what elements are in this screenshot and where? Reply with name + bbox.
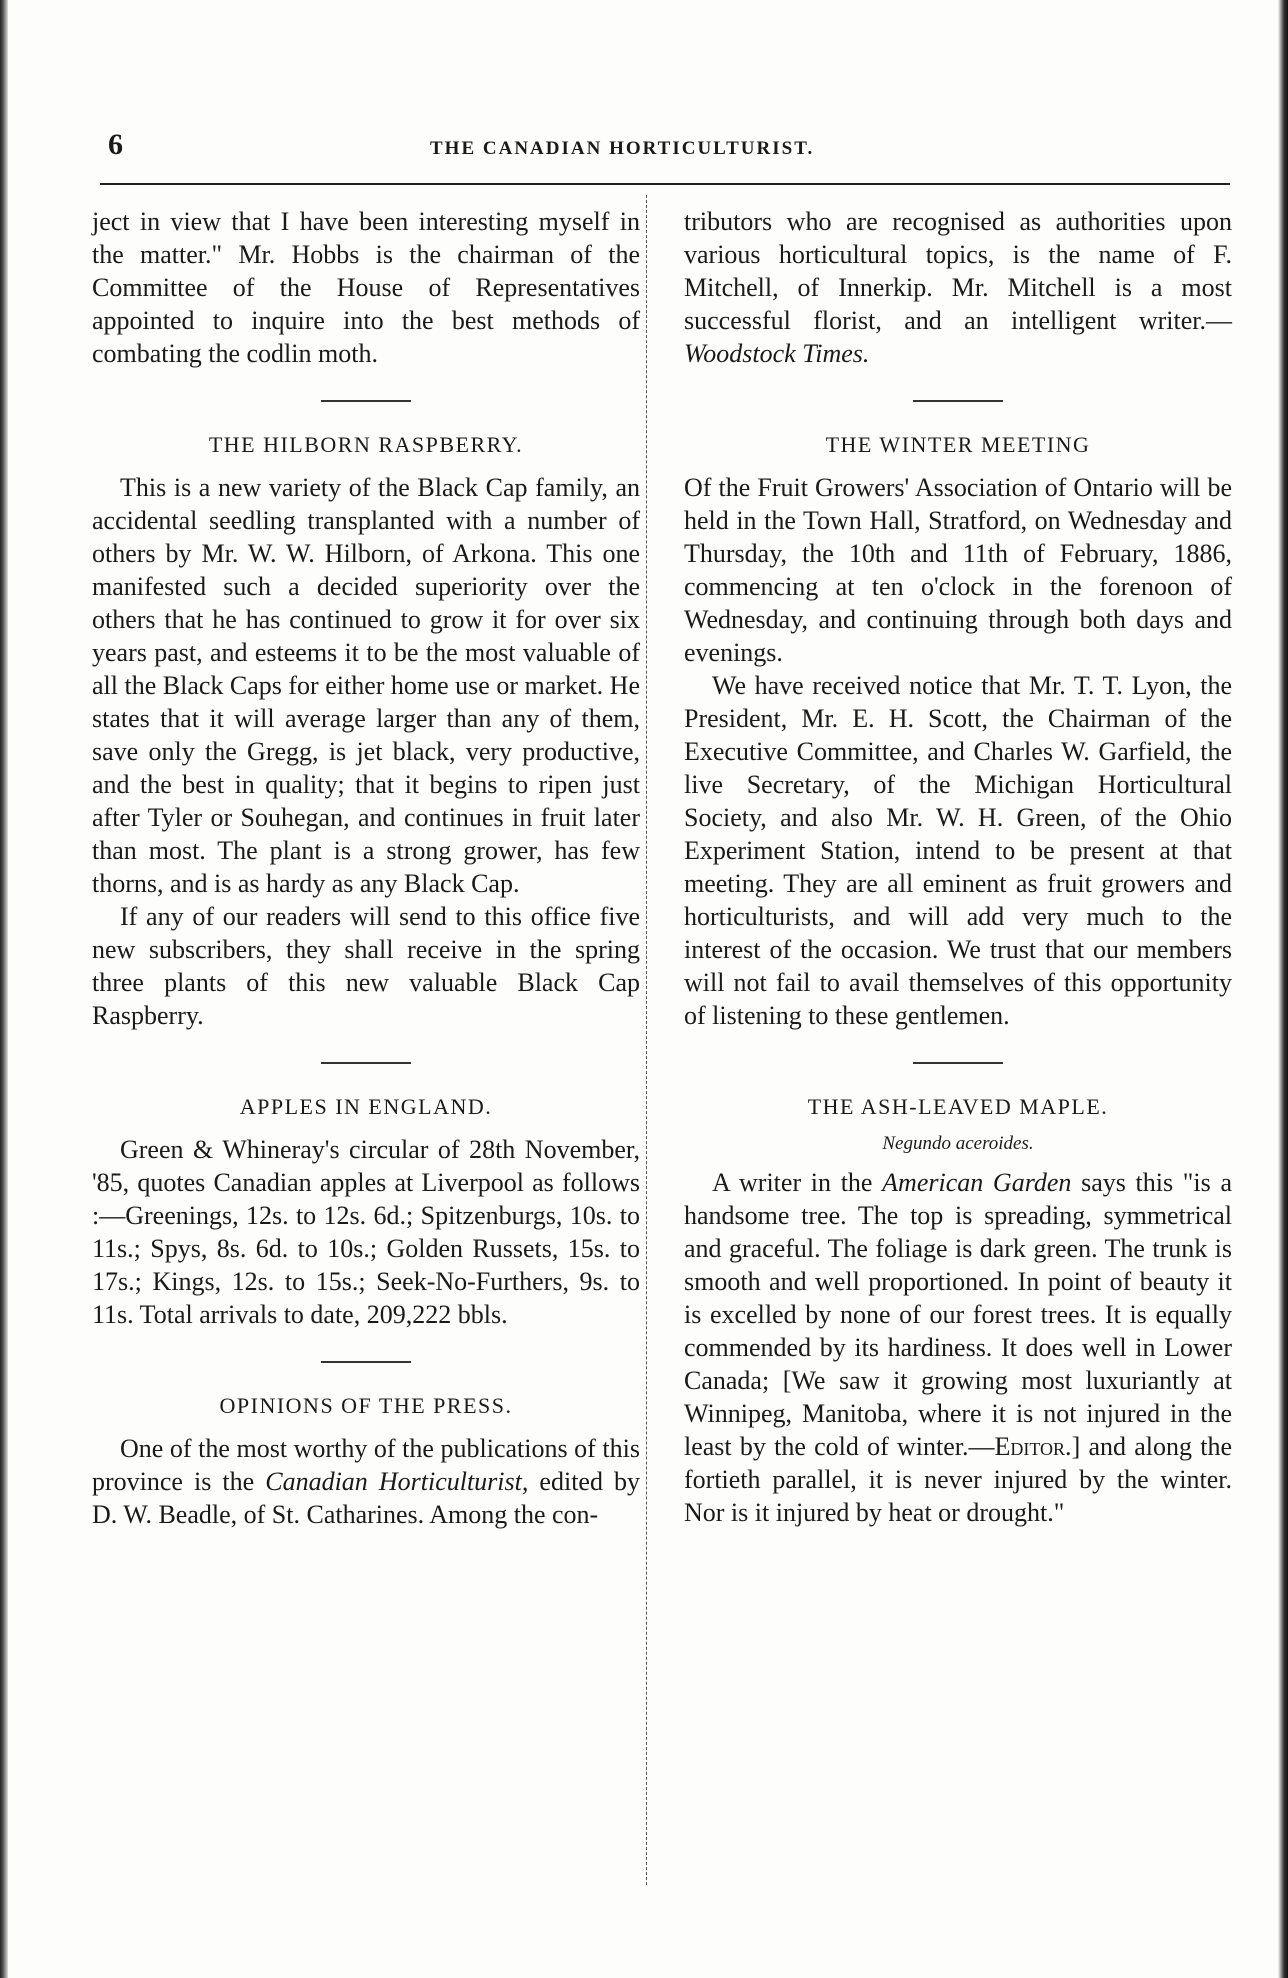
left-column: [92, 205, 640, 1531]
paragraph-text: says this "is a handsome tree. The top is spreading, symmetrical and graceful. The foliage is dark green. The trunk is smooth and well proportioned. In point of beauty it is excelled by none of our forest trees. It is equally commended by its hardiness. It does well in Lower Canada; [We saw it growing most luxuriantly at Winnipeg, Manitoba, where it is not injured in the least by the cold of winter.—: [684, 1168, 1232, 1461]
continued-paragraph: ject in view that I have been interesting myself in the matter." Mr. Hobbs is the chairman of the Committee of the House of Representatives appointed to inquire into the best methods of combating the codlin moth.: [92, 207, 640, 368]
article-paragraph: Green & Whineray's circular of 28th November, '85, quotes Canadian apples at Liverpool as follows :—Greenings, 12s. to 12s. 6d.; Spitzenburgs, 10s. to 11s.; Spys, 8s. 6d. to 10s.; Golden Russets, 15s. to 17s.; Kings, 12s. to 15s.; Seek-No-Furthers, 9s. to 11s. Total arrivals to date, 209,222 bbls.: [92, 1135, 640, 1329]
section-rule: [321, 1361, 411, 1363]
column-divider: [646, 195, 647, 1885]
header-rule: [100, 183, 1230, 185]
section-heading-opinions-of-the-press: OPINIONS OF THE PRESS.: [219, 1393, 513, 1418]
page-edge-shadow: [1278, 0, 1288, 1978]
publication-title: American Garden: [882, 1168, 1072, 1197]
section-heading-apples-in-england: APPLES IN ENGLAND.: [239, 1094, 493, 1119]
paragraph-text: edited by D. W. Beadle, of St. Catharines. Among the con-: [92, 1467, 641, 1529]
paragraph-text: A writer in the: [712, 1168, 883, 1197]
right-column: [684, 205, 1232, 1529]
section-rule: [321, 400, 411, 402]
continued-paragraph: [684, 205, 1232, 370]
article-paragraph: [92, 1432, 640, 1531]
section-rule: [913, 400, 1003, 402]
page-number: 6: [108, 128, 123, 161]
paragraph-text: tributors who are recognised as authorities upon various horticultural topics, is the name of F. Mitchell, of Innerkip. Mr. Mitchell is a most successful florist, and an intelligent writer.—: [684, 207, 1232, 335]
editor-note-signature: Editor.: [994, 1432, 1072, 1461]
article-paragraph: We have received notice that Mr. T. T. Lyon, the President, Mr. E. H. Scott, the Chairman of the Executive Committee, and Charles W. Garfield, the live Secretary, of the Michigan Horticultural Society, and also Mr. W. H. Green, of the Ohio Experiment Station, intend to be present at that meeting. They are all eminent as fruit growers and horticulturists, and will add very much to the interest of the occasion. We trust that our members will not fail to avail themselves of this opportunity of listening to these gentlemen.: [684, 671, 1232, 1030]
section-rule: [913, 1062, 1003, 1064]
paragraph-text: ] and along the fortieth parallel, it is never injured by the winter. Nor is it injured by heat or drought.": [684, 1432, 1232, 1527]
article-paragraph: [684, 1166, 1232, 1529]
section-heading-hilborn-raspberry: THE HILBORN RASPBERRY.: [208, 432, 524, 457]
page-header: [100, 128, 1230, 168]
paragraph-text: One of the most worthy of the publications of this province is the: [92, 1434, 640, 1496]
article-paragraph: If any of our readers will send to this office five new subscribers, they shall receive in the spring three plants of this new valuable Black Cap Raspberry.: [92, 902, 640, 1030]
botanical-name: Negundo aceroides.: [882, 1133, 1034, 1154]
binding-edge: [0, 0, 8, 1978]
source-citation: Woodstock Times.: [684, 339, 870, 368]
running-title: THE CANADIAN HORTICULTURIST.: [430, 138, 815, 159]
publication-title: Canadian Horticulturist,: [265, 1467, 529, 1496]
section-rule: [321, 1062, 411, 1064]
article-paragraph: This is a new variety of the Black Cap family, an accidental seedling transplanted with a number of others by Mr. W. W. Hilborn, of Arkona. This one manifested such a decided superiority over the others that he has continued to grow it for over six years past, and esteems it to be the most valuable of all the Black Caps for either home use or market. He states that it will average larger than any of them, save only the Gregg, is jet black, very productive, and the best in quality; that it begins to ripen just after Tyler or Souhegan, and continues in fruit later than most. The plant is a strong grower, has few thorns, and is as hardy as any Black Cap.: [92, 473, 640, 898]
section-heading-ash-leaved-maple: THE ASH-LEAVED MAPLE.: [807, 1094, 1109, 1119]
section-heading-winter-meeting: THE WINTER MEETING: [825, 432, 1091, 457]
article-paragraph: Of the Fruit Growers' Association of Ontario will be held in the Town Hall, Stratford, on Wednesday and Thursday, the 10th and 11th of February, 1886, commencing at ten o'clock in the forenoon of Wednesday, and continuing through both days and evenings.: [684, 473, 1232, 667]
